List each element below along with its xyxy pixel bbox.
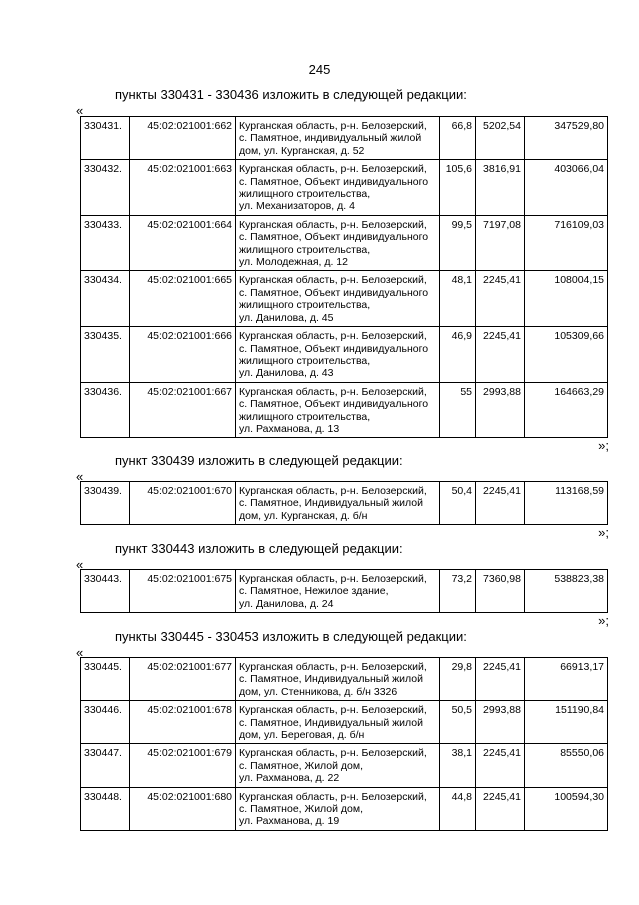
address-line: ул. Молодежная, д. 12 (239, 256, 348, 269)
registry-table (80, 116, 608, 438)
address-line: ул. Механизаторов, д. 4 (239, 200, 355, 213)
address-line: ул. Данилова, д. 24 (239, 597, 334, 610)
area-cell: 50,4 (440, 482, 476, 525)
address-cell (236, 160, 440, 216)
value-cell: 66913,17 (525, 658, 608, 701)
closing-quote: »; (598, 613, 609, 628)
value-cell: 100594,30 (525, 787, 608, 830)
address-line: ул. Рахманова, д. 22 (239, 772, 340, 785)
address-line: Курганская область, р-н. Белозерский, (239, 485, 427, 497)
closing-quote: »; (598, 438, 609, 453)
item-number-cell: 330439. (81, 482, 130, 525)
address-line: Курганская область, р-н. Белозерский, (239, 790, 427, 803)
table-row (81, 787, 608, 830)
table-row (81, 160, 608, 216)
address-line: жилищного строительства, (239, 243, 371, 256)
address-line: Курганская область, р-н. Белозерский, (239, 661, 427, 673)
address-line: с. Памятное, Объект индивидуального (239, 286, 429, 299)
area-cell: 55 (440, 382, 476, 438)
value-cell: 108004,15 (525, 271, 608, 327)
rate-cell: 2245,41 (476, 787, 525, 830)
cadastral-number-cell: 45:02:021001:666 (130, 327, 236, 383)
address-line: ул. Рахманова, д. 19 (239, 815, 340, 828)
address-line: с. Памятное, индивидуальный жилой (239, 132, 422, 145)
address-line: Курганская область, р-н. Белозерский, (239, 120, 427, 132)
rate-cell: 7360,98 (476, 570, 525, 613)
address-line: с. Памятное, Индивидуальный жилой (239, 716, 423, 729)
rate-cell: 7197,08 (476, 215, 525, 271)
table-row (81, 744, 608, 787)
address-line: Курганская область, р-н. Белозерский, (239, 747, 427, 760)
cadastral-number-cell: 45:02:021001:679 (130, 744, 236, 787)
area-cell: 29,8 (440, 658, 476, 701)
value-cell: 85550,06 (525, 744, 608, 787)
value-cell: 347529,80 (525, 117, 608, 160)
item-number-cell: 330443. (81, 570, 130, 613)
address-line: Курганская область, р-н. Белозерский, (239, 385, 427, 398)
item-number-cell: 330431. (81, 117, 130, 160)
address-cell (236, 117, 440, 160)
area-cell: 44,8 (440, 787, 476, 830)
value-cell: 164663,29 (525, 382, 608, 438)
section-intro: пункты 330445 - 330453 изложить в следующей редакции: (115, 629, 467, 644)
opening-quote: « (76, 557, 84, 572)
table-row (81, 658, 608, 701)
address-line: ул. Рахманова, д. 13 (239, 422, 340, 435)
value-cell: 151190,84 (525, 701, 608, 744)
cadastral-number-cell: 45:02:021001:678 (130, 701, 236, 744)
item-number-cell: 330447. (81, 744, 130, 787)
rate-cell: 2245,41 (476, 327, 525, 383)
cadastral-number-cell: 45:02:021001:677 (130, 658, 236, 701)
address-line: Курганская область, р-н. Белозерский, (239, 704, 427, 717)
cadastral-number-cell: 45:02:021001:665 (130, 271, 236, 327)
item-number-cell: 330436. (81, 382, 130, 438)
value-cell: 538823,38 (525, 570, 608, 613)
registry-table (80, 657, 608, 831)
page-number: 245 (308, 62, 331, 77)
opening-quote: « (76, 645, 84, 660)
address-cell (236, 787, 440, 830)
value-cell: 113168,59 (525, 482, 608, 525)
area-cell: 73,2 (440, 570, 476, 613)
table-row (81, 117, 608, 160)
address-cell (236, 482, 440, 525)
address-cell (236, 271, 440, 327)
address-line: Курганская область, р-н. Белозерский, (239, 330, 427, 343)
section-intro: пункт 330443 изложить в следующей редакции: (115, 541, 403, 556)
area-cell: 66,8 (440, 117, 476, 160)
opening-quote: « (76, 103, 84, 118)
address-line: жилищного строительства, (239, 299, 371, 312)
value-cell: 716109,03 (525, 215, 608, 271)
item-number-cell: 330434. (81, 271, 130, 327)
address-line: с. Памятное, Объект индивидуального (239, 175, 429, 188)
address-line: жилищного строительства, (239, 410, 371, 423)
address-line: Курганская область, р-н. Белозерский, (239, 163, 427, 176)
area-cell: 48,1 (440, 271, 476, 327)
address-line: дом, ул. Береговая, д. б/н (239, 729, 365, 742)
cadastral-number-cell: 45:02:021001:664 (130, 215, 236, 271)
cadastral-number-cell: 45:02:021001:667 (130, 382, 236, 438)
rate-cell: 2245,41 (476, 744, 525, 787)
area-cell: 105,6 (440, 160, 476, 216)
cadastral-number-cell: 45:02:021001:670 (130, 482, 236, 525)
rate-cell: 2245,41 (476, 482, 525, 525)
address-line: ул. Данилова, д. 45 (239, 311, 334, 324)
rate-cell: 5202,54 (476, 117, 525, 160)
item-number-cell: 330432. (81, 160, 130, 216)
rate-cell: 3816,91 (476, 160, 525, 216)
address-line: с. Памятное, Нежилое здание, (239, 585, 389, 598)
area-cell: 99,5 (440, 215, 476, 271)
address-line: жилищного строительства, (239, 354, 371, 367)
rate-cell: 2245,41 (476, 271, 525, 327)
value-cell: 403066,04 (525, 160, 608, 216)
address-line: с. Памятное, Жилой дом, (239, 759, 364, 772)
item-number-cell: 330435. (81, 327, 130, 383)
address-line: с. Памятное, Индивидуальный жилой (239, 673, 423, 686)
address-line: с. Памятное, Объект индивидуального (239, 231, 429, 244)
closing-quote: »; (598, 525, 609, 540)
address-line: Курганская область, р-н. Белозерский, (239, 218, 427, 231)
value-cell: 105309,66 (525, 327, 608, 383)
rate-cell: 2993,88 (476, 382, 525, 438)
table-row (81, 701, 608, 744)
section-intro: пункты 330431 - 330436 изложить в следующей редакции: (115, 87, 467, 102)
table-row (81, 382, 608, 438)
registry-table (80, 481, 608, 525)
address-line: ул. Данилова, д. 43 (239, 367, 334, 380)
cadastral-number-cell: 45:02:021001:680 (130, 787, 236, 830)
item-number-cell: 330433. (81, 215, 130, 271)
address-line: дом, ул. Стенникова, д. б/н 3326 (239, 685, 398, 698)
address-cell (236, 215, 440, 271)
address-line: Курганская область, р-н. Белозерский, (239, 573, 427, 585)
rate-cell: 2245,41 (476, 658, 525, 701)
address-cell (236, 658, 440, 701)
address-cell (236, 382, 440, 438)
item-number-cell: 330446. (81, 701, 130, 744)
address-line: с. Памятное, Индивидуальный жилой (239, 497, 423, 510)
table-row (81, 570, 608, 613)
address-line: Курганская область, р-н. Белозерский, (239, 274, 427, 287)
rate-cell: 2993,88 (476, 701, 525, 744)
cadastral-number-cell: 45:02:021001:675 (130, 570, 236, 613)
address-cell (236, 744, 440, 787)
area-cell: 50,5 (440, 701, 476, 744)
address-line: дом, ул. Курганская, д. 52 (239, 144, 365, 157)
address-line: с. Памятное, Объект индивидуального (239, 398, 429, 411)
table-row (81, 271, 608, 327)
cadastral-number-cell: 45:02:021001:663 (130, 160, 236, 216)
opening-quote: « (76, 469, 84, 484)
table-row (81, 327, 608, 383)
cadastral-number-cell: 45:02:021001:662 (130, 117, 236, 160)
address-line: дом, ул. Курганская, д. б/н (239, 509, 368, 522)
area-cell: 38,1 (440, 744, 476, 787)
address-line: с. Памятное, Жилой дом, (239, 803, 364, 816)
section-intro: пункт 330439 изложить в следующей редакции: (115, 453, 403, 468)
address-cell (236, 701, 440, 744)
address-cell (236, 570, 440, 613)
address-cell (236, 327, 440, 383)
item-number-cell: 330448. (81, 787, 130, 830)
address-line: жилищного строительства, (239, 188, 371, 201)
area-cell: 46,9 (440, 327, 476, 383)
table-row (81, 215, 608, 271)
address-line: с. Памятное, Объект индивидуального (239, 342, 429, 355)
item-number-cell: 330445. (81, 658, 130, 701)
table-row (81, 482, 608, 525)
registry-table (80, 569, 608, 613)
